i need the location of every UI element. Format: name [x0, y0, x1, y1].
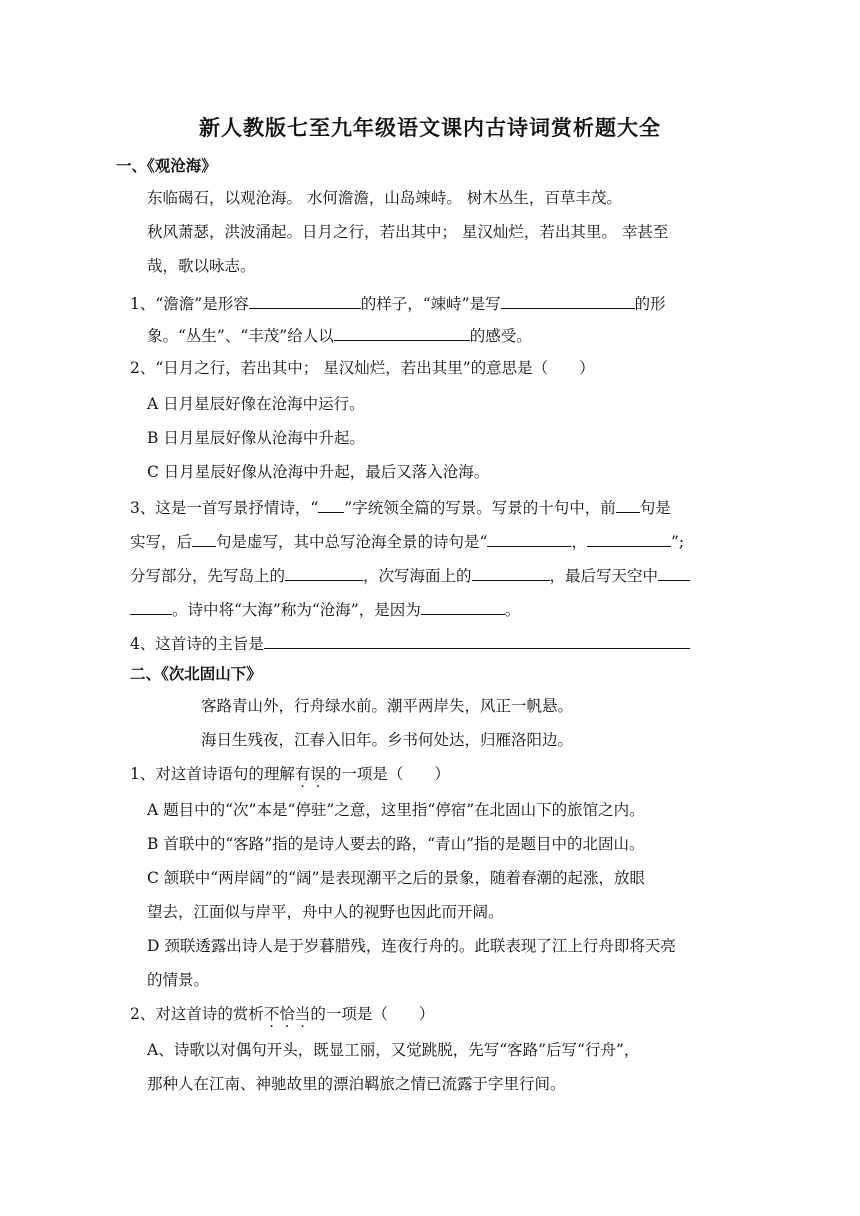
option-b: B 日月星辰好像从沧海中升起。: [147, 429, 365, 447]
answer-blank[interactable]: [616, 496, 640, 513]
option-c-cont: 望去，江面似与岸平，舟中人的视野也因此而开阔。: [147, 903, 504, 921]
question-text: 分写部分，先写岛上的: [130, 567, 286, 585]
answer-blank[interactable]: [587, 530, 671, 547]
emphasis-char: 有: [294, 765, 311, 783]
question-text: 4、这首诗的主旨是: [130, 635, 264, 653]
answer-blank[interactable]: [130, 598, 172, 615]
answer-blank[interactable]: [501, 292, 635, 309]
question-text: 句是虚写，其中总写沧海全景的诗句是“: [216, 533, 488, 551]
question-text: 1、对这首诗语句的理解: [130, 765, 295, 783]
answer-blank[interactable]: [192, 530, 216, 547]
option-c: C 颔联中“两岸阔”的“阔”是表现潮平之后的景象，随着春潮的起涨，放眼: [147, 869, 645, 887]
question-text: 句是: [639, 499, 671, 517]
poem-line: 秋风萧瑟，洪波涌起。日月之行，若出其中； 星汉灿烂，若出其里。 幸甚至: [147, 223, 669, 241]
question-3: [130, 496, 671, 518]
question-4: [130, 632, 690, 654]
poem-line: 客路青山外，行舟绿水前。潮平两岸失，风正一帆悬。: [201, 697, 574, 715]
answer-blank[interactable]: [421, 598, 505, 615]
question-text: ，次写海面上的: [363, 567, 472, 585]
question-text: 的样子，“竦峙”是写: [360, 295, 501, 313]
option-d: D 颈联透露出诗人是于岁暮腊残，连夜行舟的。此联表现了江上行舟即将天亮: [147, 937, 676, 955]
question-text: 实写，后: [130, 533, 193, 551]
answer-blank[interactable]: [285, 564, 363, 581]
question-text: ，: [571, 533, 587, 551]
poem-line: 哉，歌以咏志。: [147, 257, 256, 275]
poem-line: 东临碣石，以观沧海。 水何澹澹，山岛竦峙。 树木丛生，百草丰茂。: [147, 189, 622, 207]
question-text: ，最后写天空中: [549, 567, 659, 585]
option-a: A、诗歌以对偶句开头，既显工丽，又觉跳脱，先写“客路”后写“行舟”，: [147, 1041, 640, 1059]
answer-blank[interactable]: [658, 564, 690, 581]
question-2-1: [130, 764, 450, 784]
question-3-line2: [130, 530, 684, 552]
emphasis-char: 当: [294, 1005, 311, 1023]
option-a: A 题目中的“次”本是“停驻”之意，这里指“停宿”在北固山下的旅馆之内。: [147, 801, 645, 819]
answer-blank[interactable]: [318, 496, 344, 513]
question-text: ”字统领全篇的写景。写景的十句中，前: [344, 499, 616, 517]
section-heading-2: 二、《次北固山下》: [130, 665, 262, 683]
question-1-cont: [147, 324, 532, 346]
emphasis-char: 不: [263, 1005, 280, 1023]
question-text: 象。“丛生”、“丰茂”给人以: [147, 327, 334, 345]
question-2: 2、“日月之行，若出其中； 星汉灿烂，若出其里”的意思是（ ）: [130, 359, 595, 377]
section-heading-1: 一、《观沧海》: [116, 157, 217, 175]
question-text: 1、“澹澹”是形容: [130, 295, 249, 313]
question-text: 的感受。: [469, 327, 532, 345]
answer-blank[interactable]: [264, 632, 690, 649]
question-2-2: [130, 1004, 434, 1024]
emphasis-char: 误: [310, 765, 326, 783]
option-a: A 日月星辰好像在沧海中运行。: [147, 395, 365, 413]
poem-line: 海日生残夜，江春入旧年。乡书何处达，归雁洛阳边。: [201, 731, 574, 749]
question-text: 。: [504, 601, 521, 619]
answer-blank[interactable]: [334, 324, 470, 341]
question-text: 2、对这首诗的赏析: [130, 1005, 264, 1023]
option-a-cont: 那种人在江南、神驰故里的漂泊羁旅之情已流露于字里行间。: [147, 1075, 566, 1093]
question-text: 的形: [634, 295, 666, 313]
emphasis-char: 恰: [279, 1005, 295, 1023]
question-text: 的一项是（ ）: [325, 765, 450, 783]
question-1: [130, 292, 666, 314]
question-3-line3: [130, 564, 690, 586]
question-text: 3、这是一首写景抒情诗，“: [130, 499, 319, 517]
option-c: C 日月星辰好像从沧海中升起，最后又落入沧海。: [147, 463, 490, 481]
question-text: 的一项是（ ）: [310, 1005, 435, 1023]
option-d-cont: 的情景。: [147, 971, 210, 989]
answer-blank[interactable]: [249, 292, 361, 309]
answer-blank[interactable]: [472, 564, 550, 581]
option-b: B 首联中的“客路”指的是诗人要去的路，“青山”指的是题目中的北固山。: [147, 835, 645, 853]
answer-blank[interactable]: [487, 530, 571, 547]
question-text: 。诗中将“大海”称为“沧海”，是因为: [172, 601, 421, 619]
question-text: ”;: [670, 533, 685, 551]
page-title: 新人教版七至九年级语文课内古诗词赏析题大全: [199, 116, 661, 140]
question-3-line4: [130, 598, 520, 620]
